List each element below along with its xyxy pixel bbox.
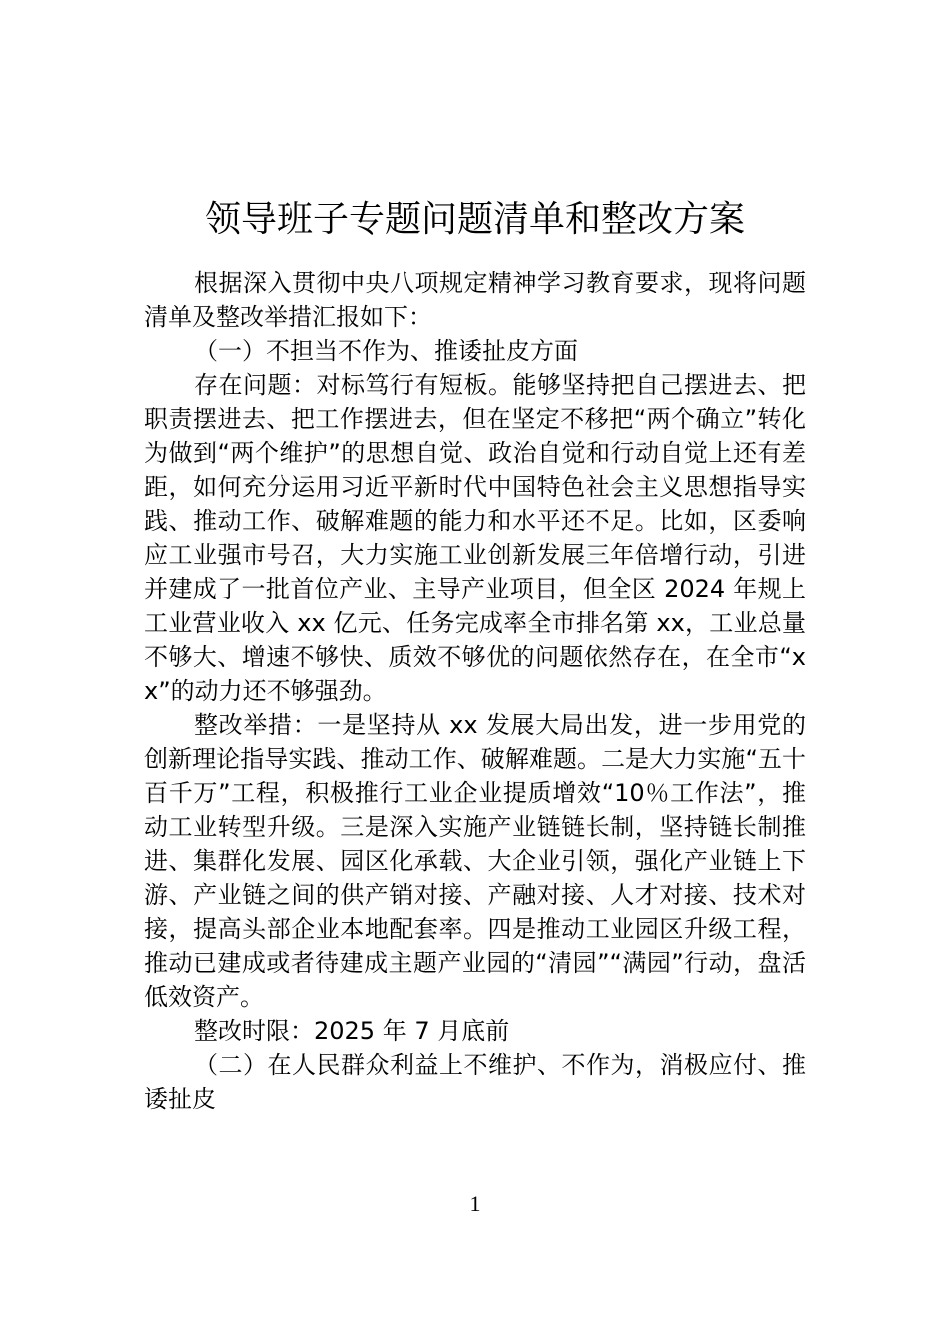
section-heading-1: （一）不担当不作为、推诿扯皮方面: [194, 337, 578, 365]
page-number: 1: [469, 1191, 481, 1216]
problem-paragraph: 存在问题：对标笃行有短板。能够坚持把自己摆进去、把职责摆进去、把工作摆进去，但在坚定不移把“两个确立”转化为做到“两个维护”的思想自觉、政治自觉和行动自觉上还有差距，如何充分运用习近平新时代中国特色社会主义思想指导实践、推动工作、破解难题的能力和水平还不足。比如，区委响应工业强市号召，大力实施工业创新发展三年倍增行动，引进并建成了一批首位产业、主导产业项目，但全区 2024 年规上工业营业收入 xx 亿元、任务完成率全市排名第 xx，工业总量不够大、增速不够快、质效不够优的问题依然存在，在全市“xx”的动力还不够强劲。: [144, 371, 806, 705]
document-title: 领导班子专题问题清单和整改方案: [204, 199, 745, 241]
document-body: [144, 266, 806, 1116]
deadline-paragraph: 整改时限：2025 年 7 月底前: [194, 1017, 510, 1045]
section-heading-2: （二）在人民群众利益上不维护、不作为，消极应付、推诿扯皮: [144, 1051, 806, 1113]
measures-paragraph: 整改举措：一是坚持从 xx 发展大局出发，进一步用党的创新理论指导实践、推动工作、破解难题。二是大力实施“五十百千万”工程，积极推行工业企业提质增效“10％工作法”，推动工业转型升级。三是深入实施产业链链长制，坚持链长制推进、集群化发展、园区化承载、大企业引领，强化产业链上下游、产业链之间的供产销对接、产融对接、人才对接、技术对接，提高头部企业本地配套率。四是推动工业园区升级工程，推动已建成或者待建成主题产业园的“清园”“满园”行动，盘活低效资产。: [144, 711, 806, 1011]
intro-paragraph: 根据深入贯彻中央八项规定精神学习教育要求，现将问题清单及整改举措汇报如下：: [144, 269, 806, 331]
